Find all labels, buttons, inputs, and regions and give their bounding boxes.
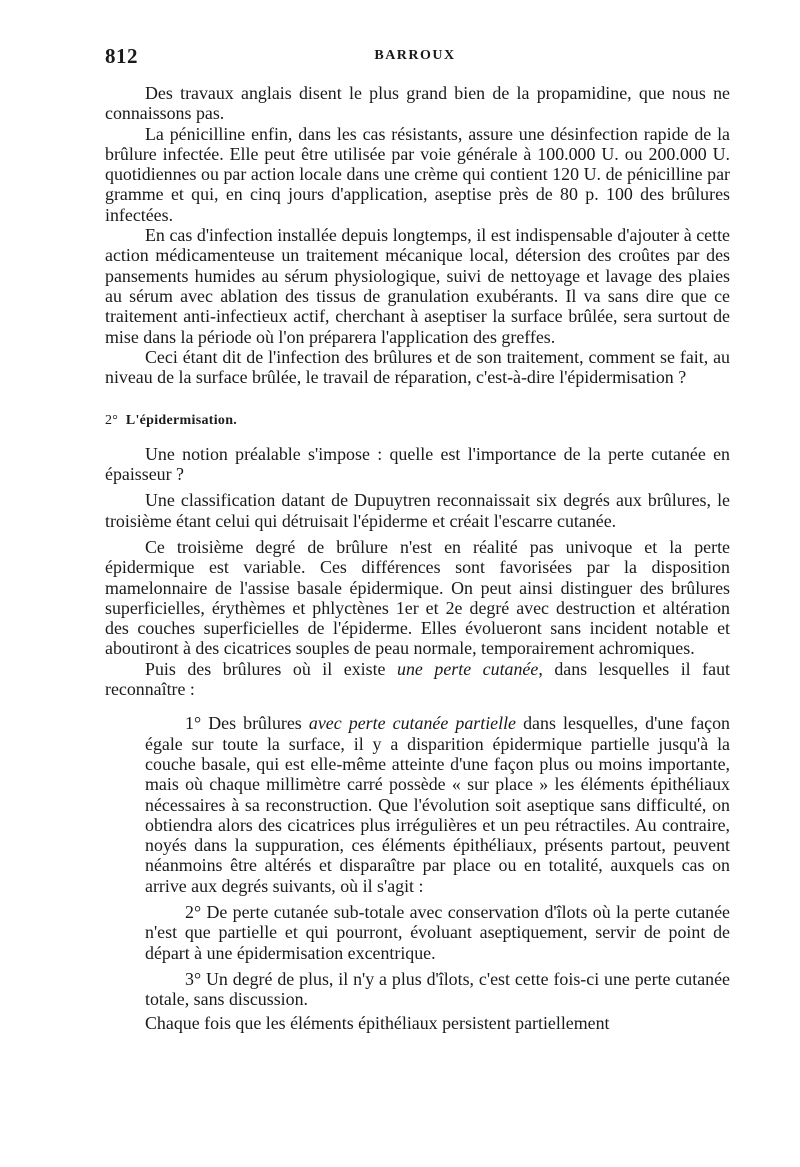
page-number: 812 xyxy=(105,44,138,68)
body-text xyxy=(105,83,730,1034)
paragraph: Une classification datant de Dupuytren reconnaissait six degrés aux brûlures, le troisième étant celui qui détruisait l'épiderme et créait l'escarre cutanée. xyxy=(105,490,730,531)
enumerated-paragraph xyxy=(145,713,730,896)
emphasis: une perte cutanée xyxy=(397,658,539,679)
paragraph: La pénicilline enfin, dans les cas résistants, assure une désinfection rapide de la brûlure infectée. Elle peut être utilisée par voie générale à 100.000 U. ou 200.000 U. quotidiennes ou par action locale dans une crème qui contient 120 U. de pénicilline par gramme et qui, en cinq jours d'application, aseptise près de 80 p. 100 des brûlures infectées. xyxy=(105,123,730,225)
paragraph: Ce troisième degré de brûlure n'est en réalité pas univoque et la perte épidermique est variable. Ces différences sont favorisées par la disposition mamelonnaire de l'assise basale épidermique. On peut ainsi distinguer des brûlures superficielles, érythèmes et phlyctènes 1er et 2e degré avec destruction et altération des couches superficielles de l'épiderme. Elles évolueront sans incident notable et aboutiront à des cicatrices souples de peau normale, temporairement achromiques. xyxy=(105,536,730,659)
paragraph: Chaque fois que les éléments épithéliaux persistent partiellement xyxy=(145,1013,610,1034)
paragraph xyxy=(105,659,730,700)
paragraph: Ceci étant dit de l'infection des brûlures et de son traitement, comment se fait, au niveau de la surface brûlée, le travail de réparation, c'est-à-dire l'épidermisation ? xyxy=(105,346,730,388)
section-heading xyxy=(105,411,730,431)
text-run: Puis des brûlures où il existe xyxy=(145,658,398,679)
enumerated-paragraph: 2° De perte cutanée sub-totale avec conservation d'îlots où la perte cutanée n'est que partielle et qui pourront, évoluant aseptiquement, servir de point de départ à une épidermisation excentrique. xyxy=(145,901,730,963)
paragraph: Une notion préalable s'impose : quelle est l'importance de la perte cutanée en épaisseur ? xyxy=(105,443,730,485)
emphasis: avec perte cutanée partielle xyxy=(308,713,516,734)
paragraph: En cas d'infection installée depuis longtemps, il est indispensable d'ajouter à cette action médicamenteuse un traitement mécanique local, détersion des croûtes par des pansements humides au sérum physiologique, suivi de nettoyage et lavage des plaies au sérum avec ablation des tissus de granulation exubérants. Il va sans dire que ce traitement anti-infectieux actif, cherchant à aseptiser la surface brûlée, sera surtout de mise dans la période où l'on préparera l'application des greffes. xyxy=(105,225,730,347)
text-run: 1° Des brûlures xyxy=(185,713,309,734)
section-number: 2° xyxy=(105,413,119,429)
running-head: BARROUX xyxy=(374,48,456,63)
section-title: L'épidermisation. xyxy=(125,413,238,429)
paragraph: Des travaux anglais disent le plus grand bien de la propamidine, que nous ne connaissons pas. xyxy=(105,83,730,124)
page-header xyxy=(105,44,725,70)
enumerated-paragraph: 3° Un degré de plus, il n'y a plus d'îlots, c'est cette fois-ci une perte cutanée totale, sans discussion. xyxy=(145,968,730,1010)
text-run: dans lesquelles, d'une façon égale sur toute la surface, il y a disparition épidermique partielle jusqu'à la couche basale, qui est elle-même atteinte d'une façon plus ou moins importante, mais où chaque millimètre carré possède « sur place » les éléments épithéliaux nécessaires à sa reconstruction. Que l'évolution soit aseptique sans difficulté, on obtiendra alors des cicatrices plus irrégulières et un peu rétractiles. Au contraire, noyés dans la suppuration, ces éléments épithéliaux, présents partout, peuvent néanmoins être altérés et disparaître par place ou en totalité, auxquels cas on arrive aux degrés suivants, où il s'agit : xyxy=(145,713,730,896)
text-run: , dans lesquelles il faut reconnaître : xyxy=(105,658,730,700)
